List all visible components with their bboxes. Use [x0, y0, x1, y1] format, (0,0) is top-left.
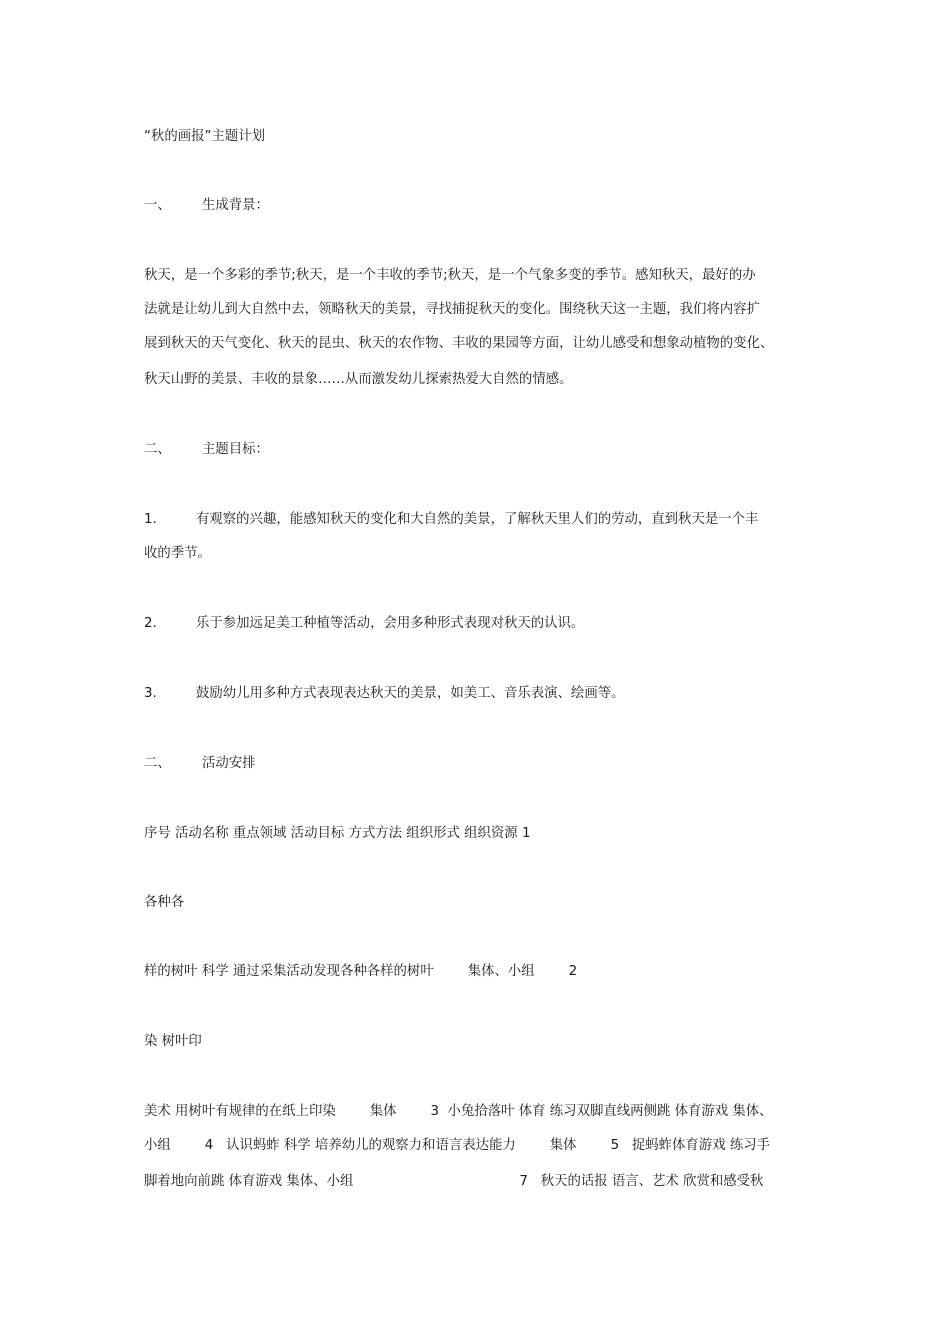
table-text-segment: 2 [568, 964, 578, 979]
table-text-line [144, 1138, 770, 1154]
table-text-segment: 集体、小组 [467, 964, 535, 979]
section-marker: 二、 [144, 756, 171, 771]
table-text-segment: 4 认识蚂蚱 科学 培养幼儿的观察力和语言表达能力 [204, 1138, 516, 1153]
section-heading-activities [144, 756, 256, 772]
paragraph-line: 秋天山野的美景、丰收的景象……从而激发幼儿探索热爱大自然的情感。 [144, 372, 573, 387]
table-text-segment: 集体 [549, 1138, 577, 1153]
section-title: 生成背景： [202, 198, 269, 213]
goal-number: 3. [144, 686, 157, 701]
goal-item [144, 686, 625, 702]
paragraph-line: 法就是让幼儿到大自然中去，领略秋天的美景，寻找捕捉秋天的变化。围绕秋天这一主题，我们将内容扩 [144, 302, 760, 317]
table-text-segment: 美术 用树叶有规律的在纸上印染 [144, 1104, 336, 1119]
goal-item [144, 616, 584, 632]
table-text-line [144, 964, 577, 980]
goal-text: 乐于参加远足美工种植等活动，会用多种形式表现对秋天的认识。 [196, 616, 585, 631]
goal-text-continued: 收的季节。 [144, 546, 211, 561]
section-marker: 二、 [144, 442, 171, 457]
table-text-line [144, 1104, 773, 1120]
section-title: 主题目标： [202, 442, 269, 457]
table-text-segment: 3 小兔拾落叶 体育 练习双脚直线两侧跳 体育游戏 集体、 [430, 1104, 773, 1119]
goal-item [144, 512, 758, 528]
table-text-segment: 脚着地向前跳 体育游戏 集体、小组 [144, 1174, 354, 1189]
goal-text: 鼓励幼儿用多种方式表现表达秋天的美景，如美工、音乐表演、绘画等。 [196, 686, 625, 701]
section-heading-background [144, 198, 269, 214]
table-text-segment: 5 捉蚂蚱体育游戏 练习手 [610, 1138, 771, 1153]
table-header-line: 序号 活动名称 重点领域 活动目标 方式方法 组织形式 组织资源 1 [144, 826, 531, 841]
table-text-segment: 集体 [369, 1104, 397, 1119]
table-text-line: 各种各 [144, 895, 185, 910]
paragraph-line: 展到秋天的天气变化、秋天的昆虫、秋天的农作物、丰收的果园等方面，让幼儿感受和想象动植物的变化、 [144, 336, 774, 351]
goal-number: 2. [144, 616, 157, 631]
table-text-line [144, 1174, 763, 1190]
goal-text: 有观察的兴趣，能感知秋天的变化和大自然的美景，了解秋天里人们的劳动，直到秋天是一个丰 [196, 512, 759, 527]
paragraph-line: 秋天，是一个多彩的季节;秋天，是一个丰收的季节;秋天，是一个气象多变的季节。感知秋天，最好的办 [144, 268, 756, 283]
table-text-segment: 小组 [144, 1138, 171, 1153]
document-title: “秋的画报”主题计划 [144, 129, 265, 144]
section-title: 活动安排 [202, 756, 256, 771]
table-text-segment: 样的树叶 科学 通过采集活动发现各种各样的树叶 [144, 964, 434, 979]
table-text-segment: 7 秋天的话报 语言、艺术 欣赏和感受秋 [519, 1174, 764, 1189]
section-marker: 一、 [144, 198, 171, 213]
goal-number: 1. [144, 512, 157, 527]
table-text-line: 染 树叶印 [144, 1034, 202, 1049]
section-heading-goals [144, 442, 269, 458]
